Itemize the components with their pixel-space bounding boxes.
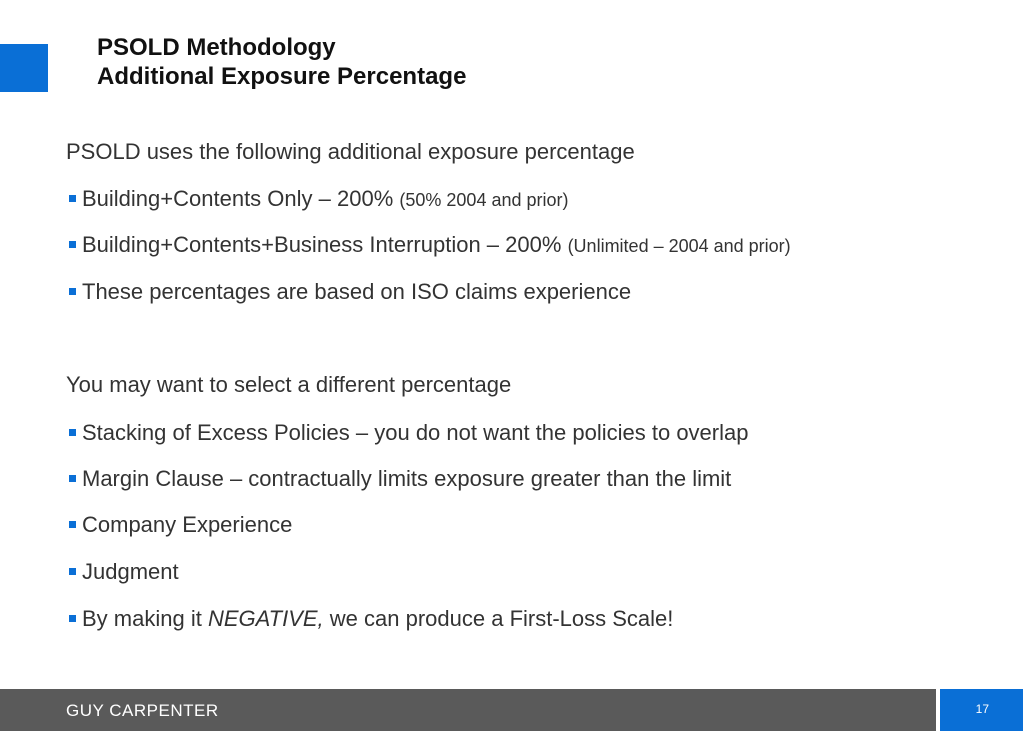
bullet-item: [66, 186, 569, 213]
section1-intro: PSOLD uses the following additional exposure percentage: [66, 139, 635, 164]
footer-bar: [0, 689, 936, 731]
bullet-text: These percentages are based on ISO claims experience: [82, 279, 632, 304]
bullet-text: Company Experience: [82, 512, 293, 537]
bullet-note: (Unlimited – 2004 and prior): [567, 236, 791, 256]
bullet-square-icon: [69, 615, 76, 622]
bullet-text: Stacking of Excess Policies – you do not want the policies to overlap: [82, 420, 749, 445]
bullet-text-emphasis: NEGATIVE,: [207, 606, 324, 631]
bullet-item: [66, 606, 673, 632]
page-number: 17: [975, 702, 989, 716]
bullet-text-prefix: By making it: [82, 606, 208, 631]
bullet-text: Building+Contents+Business Interruption – 200%: [82, 232, 562, 257]
bullet-note: (50% 2004 and prior): [399, 190, 569, 210]
bullet-square-icon: [69, 521, 76, 528]
title-line-1: PSOLD Methodology: [97, 34, 336, 61]
bullet-item: [66, 466, 731, 492]
bullet-square-icon: [69, 288, 76, 295]
bullet-square-icon: [69, 568, 76, 575]
bullet-square-icon: [69, 475, 76, 482]
bullet-text: Building+Contents Only – 200%: [82, 186, 394, 211]
slide-title: [97, 33, 466, 91]
bullet-item: [66, 232, 791, 259]
bullet-text: Judgment: [82, 559, 179, 584]
bullet-square-icon: [69, 241, 76, 248]
bullet-item: [66, 512, 292, 538]
bullet-text: Margin Clause – contractually limits exposure greater than the limit: [82, 466, 732, 491]
section2-intro: You may want to select a different percentage: [66, 372, 512, 397]
bullet-square-icon: [69, 429, 76, 436]
brand-logo-text: GUY CARPENTER: [66, 701, 219, 720]
bullet-text-suffix: we can produce a First-Loss Scale!: [323, 606, 674, 631]
bullet-item: [66, 420, 748, 446]
title-line-2: Additional Exposure Percentage: [97, 63, 467, 90]
accent-block: [0, 44, 48, 92]
page-number-box: [940, 689, 1023, 731]
bullet-item: [66, 279, 631, 305]
bullet-square-icon: [69, 195, 76, 202]
bullet-item: [66, 559, 179, 585]
